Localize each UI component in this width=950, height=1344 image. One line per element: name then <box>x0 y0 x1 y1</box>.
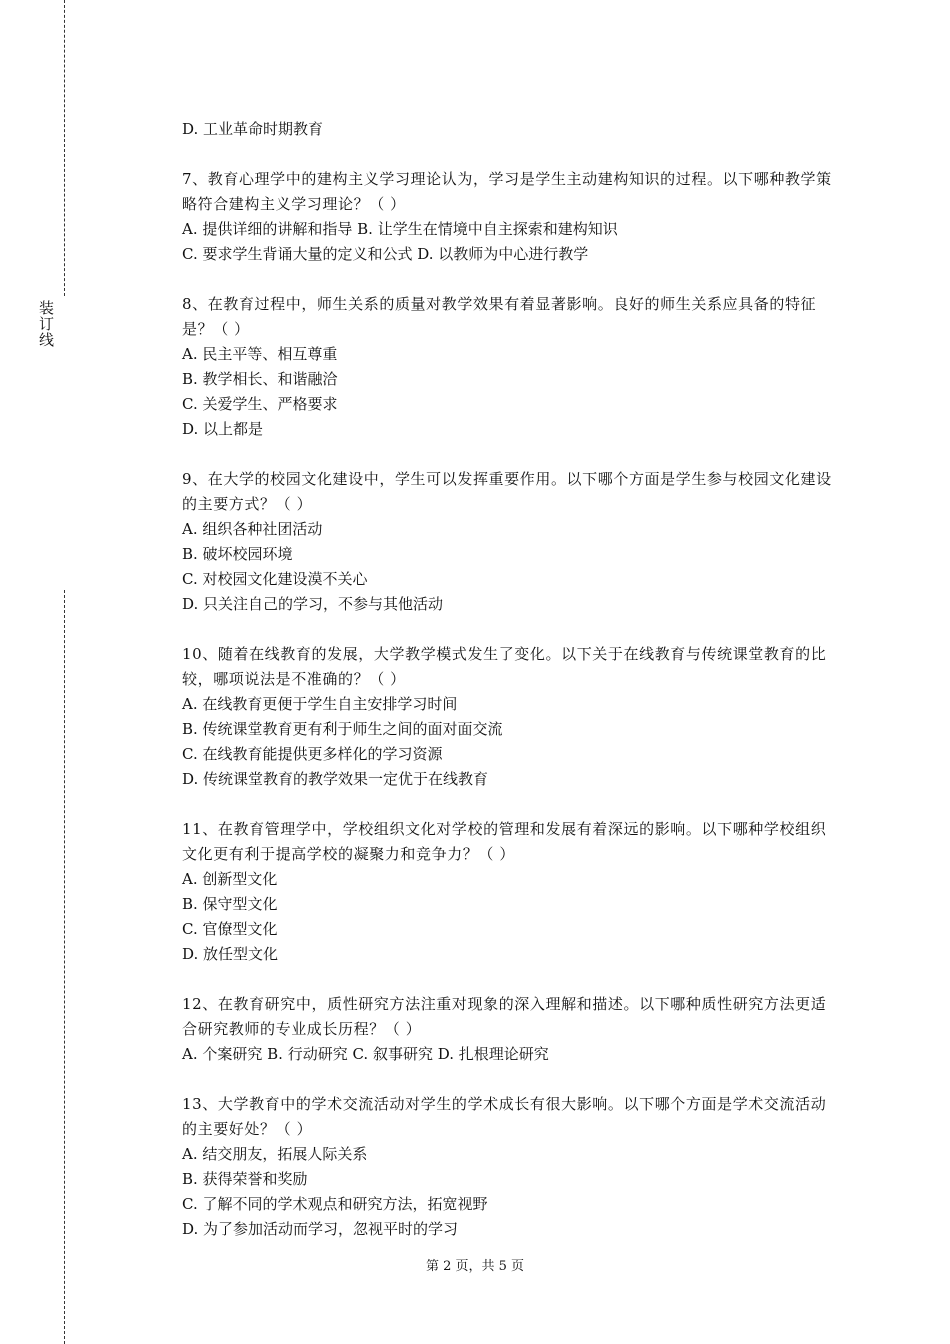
question-stem: 13、大学教育中的学术交流活动对学生的学术成长有很大影响。以下哪个方面是学术交流活动的主要好处？（ ） <box>182 1095 827 1138</box>
option-line: A. 提供详细的讲解和指导 B. 让学生在情境中自主探索和建构知识 <box>182 220 618 238</box>
option-line: A. 民主平等、相互尊重 <box>182 345 338 363</box>
option-line: B. 教学相长、和谐融洽 <box>182 370 338 388</box>
option-line: A. 个案研究 B. 行动研究 C. 叙事研究 D. 扎根理论研究 <box>182 1045 549 1063</box>
question-9 <box>182 467 838 617</box>
binding-line-top <box>64 0 65 296</box>
option-line: A. 结交朋友，拓展人际关系 <box>182 1145 368 1163</box>
binding-label: 装订线 <box>37 300 55 348</box>
question-12 <box>182 992 838 1067</box>
question-11 <box>182 817 838 967</box>
option-line: C. 关爱学生、严格要求 <box>182 395 338 413</box>
option-line: D. 传统课堂教育的教学效果一定优于在线教育 <box>182 770 489 788</box>
option-line: B. 保守型文化 <box>182 895 278 913</box>
option-line: D. 为了参加活动而学习，忽视平时的学习 <box>182 1220 459 1238</box>
option-line: A. 组织各种社团活动 <box>182 520 323 538</box>
binding-line-bottom <box>64 590 65 1344</box>
option-line: D. 以上都是 <box>182 420 264 438</box>
question-stem: 12、在教育研究中，质性研究方法注重对现象的深入理解和描述。以下哪种质性研究方法更适合研究教师的专业成长历程？（ ） <box>182 995 827 1038</box>
option-line: D. 只关注自己的学习，不参与其他活动 <box>182 595 444 613</box>
question-stem: 9、在大学的校园文化建设中，学生可以发挥重要作用。以下哪个方面是学生参与校园文化建设的主要方式？（ ） <box>182 470 832 513</box>
option-line: C. 要求学生背诵大量的定义和公式 D. 以教师为中心进行教学 <box>182 245 589 263</box>
carryover-option: D. 工业革命时期教育 <box>182 120 324 138</box>
question-stem: 11、在教育管理学中，学校组织文化对学校的管理和发展有着深远的影响。以下哪种学校组织文化更有利于提高学校的凝聚力和竞争力？（ ） <box>182 820 827 863</box>
option-line: B. 获得荣誉和奖励 <box>182 1170 308 1188</box>
question-13 <box>182 1092 838 1242</box>
question-stem: 7、教育心理学中的建构主义学习理论认为，学习是学生主动建构知识的过程。以下哪种教学策略符合建构主义学习理论？（ ） <box>182 170 832 213</box>
question-8 <box>182 292 838 442</box>
option-line: C. 对校园文化建设漠不关心 <box>182 570 368 588</box>
option-line: C. 了解不同的学术观点和研究方法，拓宽视野 <box>182 1195 488 1213</box>
option-line: C. 官僚型文化 <box>182 920 278 938</box>
option-line: A. 在线教育更便于学生自主安排学习时间 <box>182 695 458 713</box>
option-line: A. 创新型文化 <box>182 870 278 888</box>
exam-content <box>182 117 838 1242</box>
question-10 <box>182 642 838 792</box>
question-7 <box>182 167 838 267</box>
question-stem: 10、随着在线教育的发展，大学教学模式发生了变化。以下关于在线教育与传统课堂教育的比较，哪项说法是不准确的？（ ） <box>182 645 827 688</box>
option-line: D. 放任型文化 <box>182 945 279 963</box>
option-line: B. 传统课堂教育更有利于师生之间的面对面交流 <box>182 720 503 738</box>
option-line: B. 破坏校园环境 <box>182 545 293 563</box>
question-stem: 8、在教育过程中，师生关系的质量对教学效果有着显著影响。良好的师生关系应具备的特征是？（ ） <box>182 295 817 338</box>
page-number: 第 2 页，共 5 页 <box>425 1259 525 1274</box>
option-line: C. 在线教育能提供更多样化的学习资源 <box>182 745 443 763</box>
